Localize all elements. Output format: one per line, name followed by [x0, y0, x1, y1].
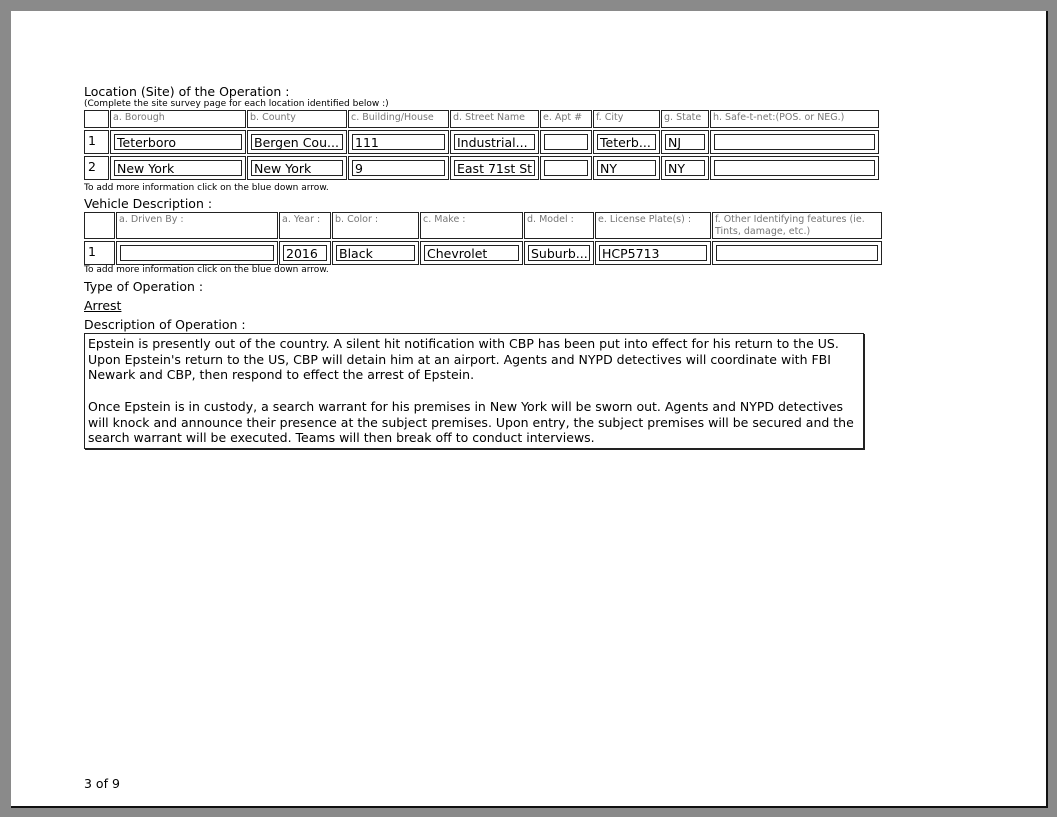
vehicle-input-field[interactable] [716, 245, 878, 261]
location-column-header: g. State [661, 110, 709, 128]
vehicle-input-field[interactable]: Chevrolet [424, 245, 519, 261]
location-column-header: c. Building/House [348, 110, 449, 128]
location-input-field[interactable] [714, 160, 875, 176]
vehicle-row-number: 1 [84, 241, 115, 265]
vehicle-column-header: b. Color : [332, 212, 419, 239]
location-input-field[interactable]: NJ [665, 134, 705, 150]
vehicle-cell [420, 241, 523, 265]
vehicle-cell [116, 241, 278, 265]
vehicle-cell [712, 241, 882, 265]
operation-description-label: Description of Operation : [84, 317, 246, 332]
location-cell [540, 130, 592, 154]
location-column-header: h. Safe-t-net:(POS. or NEG.) [710, 110, 879, 128]
location-cell [661, 130, 709, 154]
location-cell [540, 156, 592, 180]
vehicle-column-header: a. Driven By : [116, 212, 278, 239]
location-cell [247, 130, 347, 154]
location-cell [593, 130, 660, 154]
vehicle-header-blank [84, 212, 115, 239]
location-input-field[interactable] [714, 134, 875, 150]
location-input-field[interactable] [544, 160, 588, 176]
location-cell [450, 130, 539, 154]
location-row-number: 1 [84, 130, 109, 154]
location-add-note: To add more information click on the blue down arrow. [84, 183, 329, 193]
location-cell [450, 156, 539, 180]
description-paragraph-1: Epstein is presently out of the country. A silent hit notification with CBP has been put into effect for his return to the US. Upon Epstein's return to the US, CBP will detain him at an airport. Agents and NYPD detectives will coordinate with FBI Newark and CBP, then respond to effect the arrest of Epstein. [88, 336, 839, 383]
vehicle-column-header: f. Other Identifying features (ie. Tints, damage, etc.) [712, 212, 882, 239]
vehicle-add-note: To add more information click on the blue down arrow. [84, 265, 329, 275]
location-column-header: f. City [593, 110, 660, 128]
location-input-field[interactable]: East 71st St [454, 160, 535, 176]
operation-description-field[interactable] [84, 333, 864, 449]
location-cell [348, 130, 449, 154]
location-row-number: 2 [84, 156, 109, 180]
location-title: Location (Site) of the Operation : [84, 84, 290, 99]
page-number: 3 of 9 [84, 776, 120, 791]
location-column-header: b. County [247, 110, 347, 128]
location-input-field[interactable]: 9 [352, 160, 445, 176]
location-input-field[interactable]: Bergen Cou... [251, 134, 343, 150]
vehicle-title: Vehicle Description : [84, 196, 213, 211]
location-input-field[interactable]: Teterboro [114, 134, 242, 150]
location-header-blank [84, 110, 109, 128]
location-column-header: d. Street Name [450, 110, 539, 128]
location-input-field[interactable]: NY [597, 160, 656, 176]
location-column-header: e. Apt # [540, 110, 592, 128]
location-cell [247, 156, 347, 180]
location-subtitle: (Complete the site survey page for each location identified below :) [84, 99, 389, 109]
location-cell [110, 156, 246, 180]
location-cell [593, 156, 660, 180]
operation-type-label: Type of Operation : [84, 279, 204, 294]
location-cell [710, 156, 879, 180]
location-cell [661, 156, 709, 180]
location-input-field[interactable]: New York [251, 160, 343, 176]
location-input-field[interactable]: Industrial... [454, 134, 535, 150]
location-column-header: a. Borough [110, 110, 246, 128]
vehicle-cell [279, 241, 331, 265]
location-cell [348, 156, 449, 180]
vehicle-cell [332, 241, 419, 265]
vehicle-cell [595, 241, 711, 265]
vehicle-input-field[interactable] [120, 245, 274, 261]
document-page [11, 11, 1048, 808]
vehicle-column-header: e. License Plate(s) : [595, 212, 711, 239]
vehicle-input-field[interactable]: Black [336, 245, 415, 261]
location-input-field[interactable]: New York [114, 160, 242, 176]
vehicle-input-field[interactable]: Suburb... [528, 245, 590, 261]
vehicle-column-header: a. Year : [279, 212, 331, 239]
description-paragraph-2: Once Epstein is in custody, a search warrant for his premises in New York will be sworn out. Agents and NYPD detectives will knock and announce their presence at the subject premises. Upon entry, the subject premises will be secured and the search warrant will be executed. Teams will then break off to conduct interviews. [88, 398, 854, 446]
location-input-field[interactable]: NY [665, 160, 705, 176]
location-input-field[interactable] [544, 134, 588, 150]
vehicle-column-header: c. Make : [420, 212, 523, 239]
vehicle-input-field[interactable]: 2016 [283, 245, 327, 261]
location-cell [710, 130, 879, 154]
vehicle-input-field[interactable]: HCP5713 [599, 245, 707, 261]
vehicle-column-header: d. Model : [524, 212, 594, 239]
location-input-field[interactable]: Teterb... [597, 134, 656, 150]
vehicle-cell [524, 241, 594, 265]
location-input-field[interactable]: 111 [352, 134, 445, 150]
location-cell [110, 130, 246, 154]
operation-type-value[interactable]: Arrest [84, 298, 122, 313]
